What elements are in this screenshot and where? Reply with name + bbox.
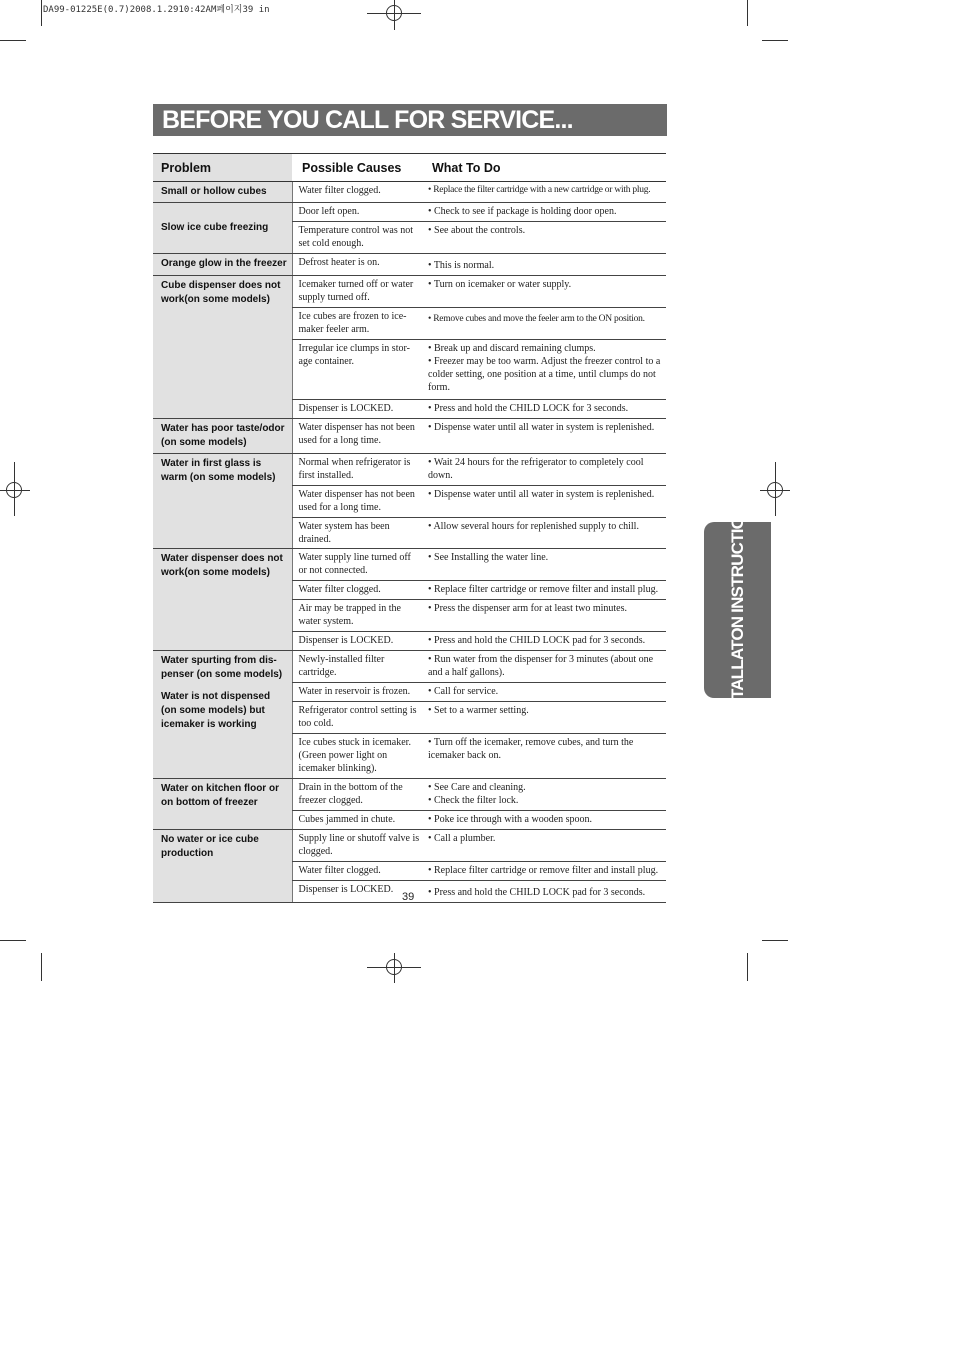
problem-text: Water in first glass is warm (on some models) <box>161 458 276 483</box>
todo-cell <box>425 454 666 486</box>
problem-cell <box>153 203 292 254</box>
cause-cell: Icemaker turned off or water supply turned off. <box>292 276 425 308</box>
todo-cell <box>425 549 666 581</box>
problem-text: Orange glow in the freezer <box>161 258 287 269</box>
table-row <box>153 830 666 862</box>
todo-cell <box>425 340 666 400</box>
todo-cell <box>425 308 666 340</box>
todo-text: • See Installing the water line. <box>428 552 549 563</box>
registration-mark-right <box>760 462 790 516</box>
todo-cell <box>425 419 666 454</box>
todo-text: • Break up and discard remaining clumps. • Freezer may be too warm. Adjust the freezer control to a colder setting, one position at a time, until clumps do not form. <box>428 343 661 393</box>
page-title: BEFORE YOU CALL FOR SERVICE... <box>162 106 573 134</box>
todo-text: • Turn off the icemaker, remove cubes, and turn the icemaker back on. <box>428 737 634 761</box>
problem-text: No water or ice cube production <box>161 834 259 859</box>
cause-cell: Newly-installed filter cartridge. <box>292 651 425 683</box>
todo-cell <box>425 222 666 254</box>
cause-cell: Water system has been drained. <box>292 518 425 549</box>
page-title-bar <box>153 104 667 136</box>
cause-cell: Defrost heater is on. <box>292 254 425 276</box>
todo-text: • Replace filter cartridge or remove filter and install plug. <box>428 584 659 595</box>
todo-cell <box>425 600 666 632</box>
registration-mark-bottom <box>367 953 421 983</box>
todo-cell <box>425 734 666 779</box>
todo-text: • Check to see if package is holding door open. <box>428 206 617 217</box>
problem-text: Cube dispenser does not work(on some models) <box>161 280 281 305</box>
todo-cell <box>425 881 666 903</box>
section-side-tab-label: INSTALLATON INSTRUCTIONS <box>727 494 747 726</box>
todo-text: • Set to a warmer setting. <box>428 705 529 716</box>
cause-cell: Water filter clogged. <box>292 862 425 881</box>
cause-cell: Irregular ice clumps in stor-age container. <box>292 340 425 400</box>
table-row <box>153 182 666 203</box>
todo-text: • Press and hold the CHILD LOCK pad for 3 seconds. <box>428 635 646 646</box>
column-header-todo: What To Do <box>425 154 666 182</box>
table-row <box>153 419 666 454</box>
todo-cell <box>425 276 666 308</box>
todo-text: • Press and hold the CHILD LOCK for 3 seconds. <box>428 403 629 414</box>
cause-cell: Water filter clogged. <box>292 182 425 203</box>
todo-cell <box>425 203 666 222</box>
cause-cell: Ice cubes are frozen to ice-maker feeler arm. <box>292 308 425 340</box>
cause-cell: Air may be trapped in the water system. <box>292 600 425 632</box>
table-row <box>153 454 666 486</box>
problem-text: Water dispenser does not work(on some models) <box>161 553 283 578</box>
problem-cell <box>153 419 292 454</box>
todo-text: • Press and hold the CHILD LOCK pad for 3 seconds. <box>428 887 646 898</box>
table-row <box>153 651 666 683</box>
problem-cell <box>153 779 292 830</box>
cause-cell: Water in reservoir is frozen. <box>292 683 425 702</box>
cause-cell: Dispenser is LOCKED. <box>292 881 425 903</box>
problem-text: Small or hollow cubes <box>161 186 267 197</box>
problem-cell <box>153 651 292 779</box>
cause-cell: Temperature control was not set cold enough. <box>292 222 425 254</box>
column-header-problem: Problem <box>153 154 292 182</box>
todo-cell <box>425 518 666 549</box>
todo-cell <box>425 486 666 518</box>
todo-cell <box>425 862 666 881</box>
todo-text: • Poke ice through with a wooden spoon. <box>428 814 593 825</box>
crop-mark <box>747 0 748 26</box>
todo-cell <box>425 632 666 651</box>
table-row <box>153 549 666 581</box>
problem-cell <box>153 830 292 903</box>
todo-cell <box>425 830 666 862</box>
todo-text: • Allow several hours for replenished supply to chill. <box>428 521 639 532</box>
todo-text: • Dispense water until all water in system is replenished. <box>428 422 655 433</box>
troubleshooting-table <box>153 153 666 903</box>
todo-cell <box>425 779 666 811</box>
cause-cell: Water filter clogged. <box>292 581 425 600</box>
todo-cell <box>425 581 666 600</box>
cause-cell: Door left open. <box>292 203 425 222</box>
cause-cell: Water supply line turned off or not connected. <box>292 549 425 581</box>
crop-mark <box>41 0 42 26</box>
problem-cell <box>153 276 292 419</box>
todo-cell <box>425 702 666 734</box>
crop-mark <box>747 953 748 981</box>
crop-mark <box>0 40 26 41</box>
todo-text: • Press the dispenser arm for at least two minutes. <box>428 603 628 614</box>
todo-text: • Remove cubes and move the feeler arm to the ON position. <box>428 314 645 324</box>
table-row <box>153 254 666 276</box>
crop-mark <box>0 940 26 941</box>
todo-cell <box>425 651 666 683</box>
todo-cell <box>425 683 666 702</box>
todo-text: • See about the controls. <box>428 225 526 236</box>
todo-text: • Replace filter cartridge or remove filter and install plug. <box>428 865 659 876</box>
registration-mark-top <box>367 0 421 30</box>
todo-text: • Turn on icemaker or water supply. <box>428 279 572 290</box>
crop-mark <box>762 940 788 941</box>
registration-mark-left <box>0 462 30 516</box>
cause-cell: Supply line or shutoff valve is clogged. <box>292 830 425 862</box>
cause-cell: Cubes jammed in chute. <box>292 811 425 830</box>
todo-text: • Call a plumber. <box>428 833 496 844</box>
crop-mark <box>762 40 788 41</box>
cause-cell: Dispenser is LOCKED. <box>292 400 425 419</box>
problem-text: Water is not dispensed (on some models) but icemaker is working <box>161 691 271 730</box>
todo-cell <box>425 811 666 830</box>
problem-cell <box>153 549 292 651</box>
table-row <box>153 779 666 811</box>
section-side-tab <box>704 494 771 726</box>
problem-text: Slow ice cube freezing <box>161 222 269 233</box>
cause-cell: Drain in the bottom of the freezer clogged. <box>292 779 425 811</box>
problem-text: Water has poor taste/odor (on some models) <box>161 423 285 448</box>
todo-cell <box>425 254 666 276</box>
todo-text: • See Care and cleaning. • Check the filter lock. <box>428 782 526 806</box>
problem-text: Water spurting from dis-penser (on some models) <box>161 655 283 680</box>
todo-cell <box>425 400 666 419</box>
crop-mark <box>41 953 42 981</box>
todo-text: • Dispense water until all water in system is replenished. <box>428 489 655 500</box>
problem-cell <box>153 454 292 549</box>
page-number: 39 <box>402 891 415 903</box>
todo-text: • Wait 24 hours for the refrigerator to completely cool down. <box>428 457 644 481</box>
column-header-causes: Possible Causes <box>292 154 425 182</box>
todo-text: • This is normal. <box>428 260 495 271</box>
problem-text: Water on kitchen floor or on bottom of freezer <box>161 783 279 808</box>
cause-cell: Water dispenser has not been used for a long time. <box>292 419 425 454</box>
table-row <box>153 276 666 308</box>
todo-text: • Replace the filter cartridge with a new cartridge or with plug. <box>428 185 651 195</box>
problem-cell <box>153 182 292 203</box>
cause-cell: Dispenser is LOCKED. <box>292 632 425 651</box>
todo-cell <box>425 182 666 203</box>
print-header: DA99-01225E(0.7)2008.1.2910:42AM페이지39 in <box>43 5 270 15</box>
table-header-row <box>153 154 666 182</box>
todo-text: • Call for service. <box>428 686 499 697</box>
cause-cell: Ice cubes stuck in icemaker. (Green power light on icemaker blinking). <box>292 734 425 779</box>
cause-cell: Refrigerator control setting is too cold. <box>292 702 425 734</box>
cause-cell: Normal when refrigerator is first installed. <box>292 454 425 486</box>
cause-cell: Water dispenser has not been used for a long time. <box>292 486 425 518</box>
todo-text: • Run water from the dispenser for 3 minutes (about one and a half gallons). <box>428 654 654 678</box>
table-row <box>153 203 666 222</box>
problem-cell <box>153 254 292 276</box>
